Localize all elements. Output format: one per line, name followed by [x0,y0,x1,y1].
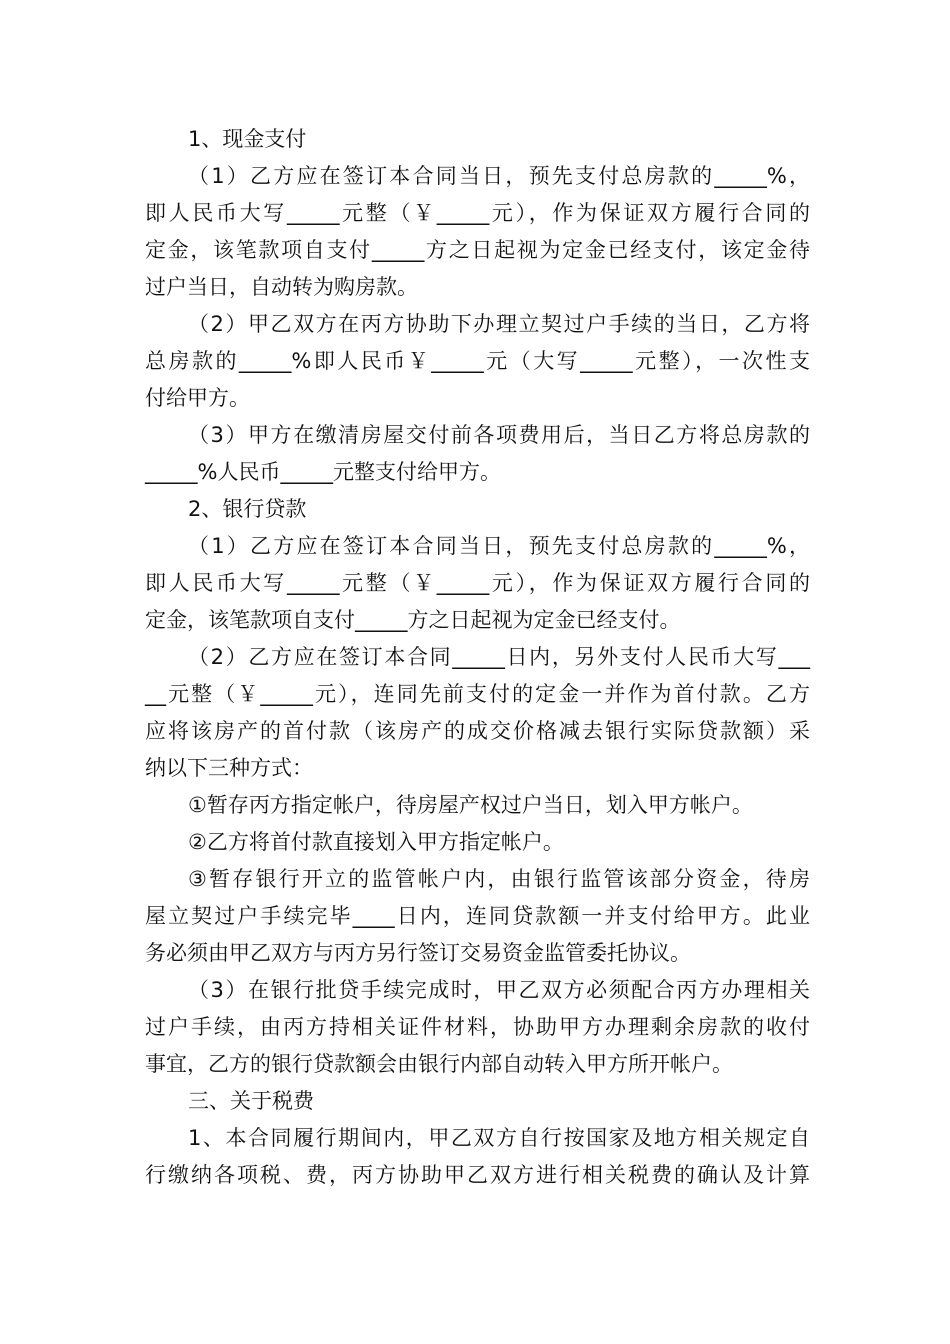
clause-text-line: （1）乙方应在签订本合同当日，预先支付总房款的_____%， [188,534,810,558]
clause-text-line: （3）甲方在缴清房屋交付前各项费用后，当日乙方将总房款的 [188,423,810,447]
clause-text-line: 务必须由甲乙双方与丙方另行签订交易资金监管委托协议。 [145,941,691,965]
clause-text-line: 总房款的_____%即人民币￥_____元（大写_____元整），一次性支 [145,349,810,373]
option-item-3: ③暂存银行开立的监管帐户内，由银行监管该部分资金，待房 [188,867,810,891]
clause-text-line: （2）乙方应在签订本合同_____日内，另外支付人民币大写___ [188,645,810,669]
clause-text-line: 过户手续，由丙方持相关证件材料，协助甲方办理剩余房款的收付 [145,1015,810,1039]
option-item-2: ②乙方将首付款直接划入甲方指定帐户。 [188,830,564,854]
option-item-1: ①暂存丙方指定帐户，待房屋产权过户当日，划入甲方帐户。 [188,793,753,817]
section-heading-taxes: 三、关于税费 [188,1089,314,1113]
clause-text-line: 过户当日，自动转为购房款。 [145,275,418,299]
clause-text-line: 事宜，乙方的银行贷款额会由银行内部自动转入甲方所开帐户。 [145,1052,733,1076]
clause-text-line: （3）在银行批贷手续完成时，甲乙双方必须配合丙方办理相关 [188,978,810,1002]
clause-text-line: 付给甲方。 [145,386,250,410]
clause-text-line: （1）乙方应在签订本合同当日，预先支付总房款的_____%， [188,164,810,188]
clause-text-line: 应将该房产的首付款（该房产的成交价格减去银行实际贷款额）采 [145,719,810,743]
clause-text-line: 屋立契过户手续完毕____日内，连同贷款额一并支付给甲方。此业 [145,904,810,928]
section-heading-cash-payment: 1、现金支付 [188,127,307,151]
clause-text-line: 纳以下三种方式： [145,756,313,780]
clause-text-line: 1、本合同履行期间内，甲乙双方自行按国家及地方相关规定自 [188,1126,810,1150]
clause-text-line: _____%人民币_____元整支付给甲方。 [145,460,501,484]
clause-text-line: （2）甲乙双方在丙方协助下办理立契过户手续的当日，乙方将 [188,312,810,336]
clause-text-line: __元整（￥_____元），连同先前支付的定金一并作为首付款。乙方 [145,682,810,706]
clause-text-line: 定金，该笔款项自支付_____方之日起视为定金已经支付，该定金待 [145,238,810,262]
clause-text-line: 即人民币大写_____元整（￥_____元），作为保证双方履行合同的 [145,571,810,595]
clause-text-line: 行缴纳各项税、费，丙方协助甲乙双方进行相关税费的确认及计算 [145,1163,810,1187]
section-heading-bank-loan: 2、银行贷款 [188,497,307,521]
clause-text-line: 即人民币大写_____元整（￥_____元），作为保证双方履行合同的 [145,201,810,225]
clause-text-line: 定金，该笔款项自支付_____方之日起视为定金已经支付。 [145,608,681,632]
